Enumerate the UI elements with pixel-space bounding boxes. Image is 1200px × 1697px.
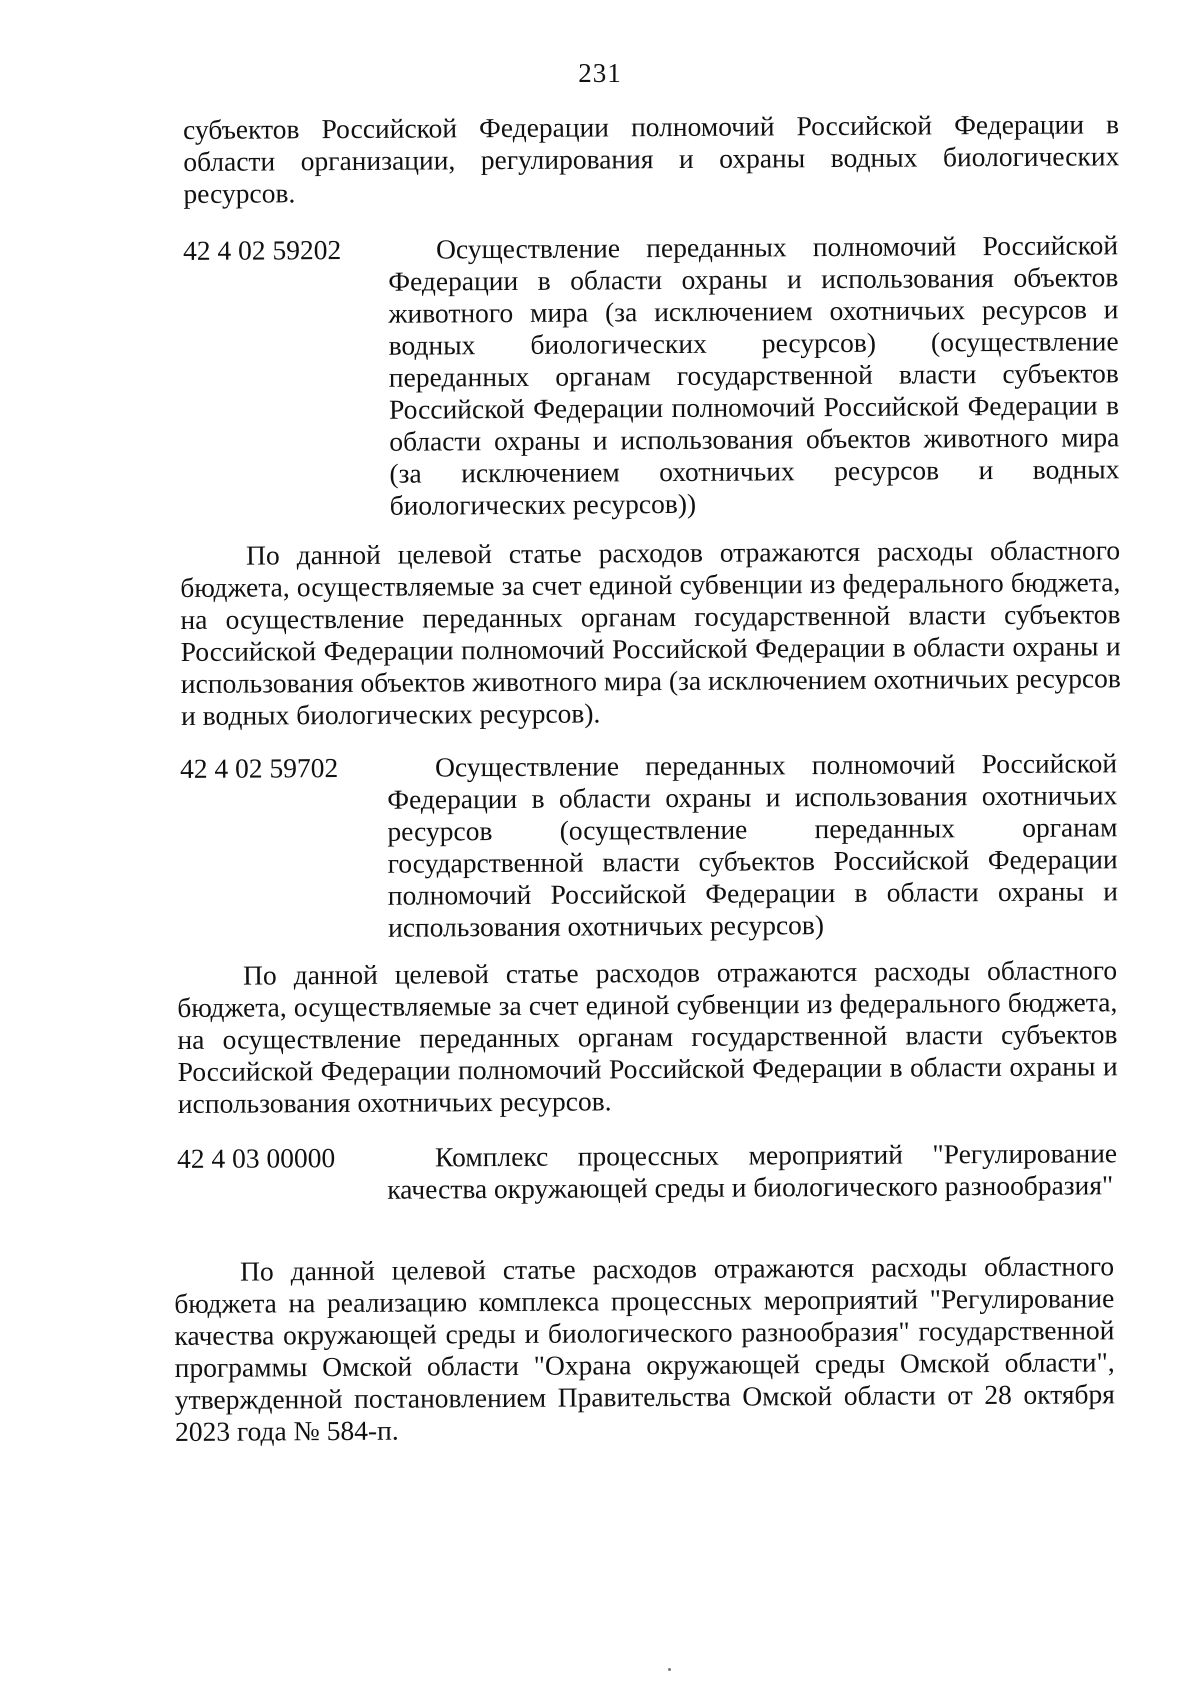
entry-code: 42 4 03 00000 [177, 1142, 336, 1174]
entry-title: Осуществление переданных полномочий Российской Федерации в области охраны и использования охотничьих ресурсов (осуществление переданных органам государственной власти субъектов Российской Федерации полномочий Российской Федерации в области охраны и использования охотничьих ресурсов) [387, 747, 1118, 943]
entry-description: По данной целевой статье расходов отражаются расходы областного бюджета, осуществляемые за счет единой субвенции из федерального бюджета, на осуществление переданных органам государственной власти субъектов Российской Федерации полномочий Российской Федерации в области охраны и использования объектов животного мира (за исключением охотничьих ресурсов и водных биологических ресурсов). [180, 534, 1121, 731]
entry-title: Осуществление переданных полномочий Российской Федерации в области охраны и использования объектов животного мира (за исключением охотничьих ресурсов и водных биологических ресурсов) (осуществление переданных органам государственной власти субъектов Российской Федерации полномочий Российской Федерации в области охраны и использования объектов животного мира (за исключением охотничьих ресурсов и водных биологических ресурсов)) [388, 229, 1120, 521]
scan-speck [668, 1668, 671, 1671]
budget-entry [177, 1137, 1118, 1205]
entry-code: 42 4 02 59202 [183, 234, 342, 266]
entry-description: По данной целевой статье расходов отражаются расходы областного бюджета на реализацию комплекса процессных мероприятий "Регулирование качества окружающей среды и биологического разнообразия" государственной программы Омской области "Охрана окружающей среды Омской области", утвержденной постановлением Правительства Омской области от 28 октября 2023 года № 584-п. [174, 1250, 1115, 1447]
budget-entry [180, 747, 1120, 943]
budget-entry [183, 229, 1123, 521]
entry-description: По данной целевой статье расходов отражаются расходы областного бюджета, осуществляемые за счет единой субвенции из федерального бюджета, на осуществление переданных органам государственной власти субъектов Российской Федерации полномочий Российской Федерации в области охраны и использования охотничьих ресурсов. [177, 954, 1118, 1119]
entry-title: Комплекс процессных мероприятий "Регулирование качества окружающей среды и биологического разнообразия" [387, 1137, 1118, 1205]
continuation-paragraph: субъектов Российской Федерации полномочий Российской Федерации в области организации, регулирования и охраны водных биологических ресурсов. [183, 108, 1120, 209]
page-number: 231 [578, 58, 622, 88]
entry-code: 42 4 02 59702 [180, 752, 339, 784]
